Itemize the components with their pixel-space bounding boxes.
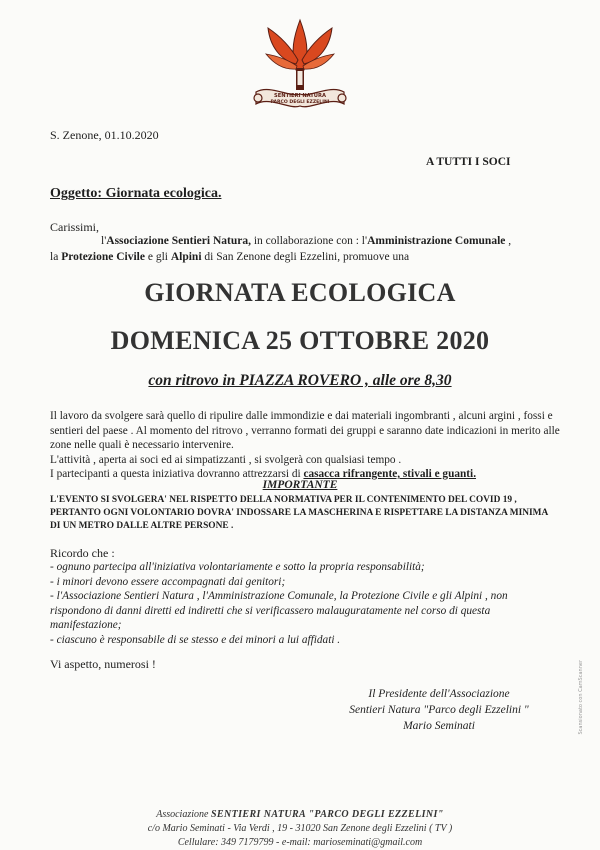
- meeting-info: con ritrovo in PIAZZA ROVERO , alle ore 8,30: [148, 372, 452, 389]
- body-paragraph-2: L'attività , aperta ai soci ed ai simpatizzanti , si svolgerà con qualsiasi tempo .: [50, 453, 402, 466]
- body-paragraph-1: Il lavoro da svolgere sarà quello di ripulire dalle immondizie e dai materiali ingombranti , alcuni argini , fossi e sentieri del paese . Al momento del ritrovo , verranno formati dei gruppi e saranno date indicazioni in merito alle zone nelle quali è necessario intervenire.: [50, 410, 560, 451]
- signature-line-2: Sentieri Natura "Parco degli Ezzelini ": [349, 704, 529, 716]
- logo-text-line2: PARCO DEGLI EZZELINI: [270, 100, 330, 105]
- list-item: - l'Associazione Sentieri Natura , l'Amministrazione Comunale, la Protezione Civile e gli Alpini , non rispondono di danni diretti ed indiretti che si verificassero malauguratamente nel corso di questa manifestazione;: [50, 590, 508, 632]
- recipient: A TUTTI I SOCI: [426, 156, 511, 168]
- intro-line-1: l'Associazione Sentieri Natura, in collaborazione con : l'Amministrazione Comunale ,: [101, 235, 512, 247]
- association-logo: [250, 14, 350, 110]
- lily-flower-icon: [250, 14, 350, 110]
- reminder-list: [50, 560, 560, 648]
- event-title: GIORNATA ECOLOGICA: [144, 278, 456, 307]
- subject-line: Oggetto: Giornata ecologica.: [50, 186, 222, 201]
- footer-line-2: c/o Mario Seminati - Via Verdi , 19 - 31020 San Zenone degli Ezzelini ( TV ): [147, 823, 453, 834]
- body-paragraph-3: I partecipanti a questa iniziativa dovranno attrezzarsi di casacca rifrangente, stivali e guanti.: [50, 468, 477, 480]
- event-date: DOMENICA 25 OTTOBRE 2020: [110, 326, 490, 355]
- logo-text-line1: SENTIERI NATURA: [273, 93, 327, 99]
- intro-line-2: la Protezione Civile e gli Alpini di San Zenone degli Ezzelini, promuove una: [50, 251, 410, 263]
- scanner-watermark: Scansionato con CamScanner: [578, 660, 584, 735]
- letterhead-footer: [0, 808, 600, 850]
- closing-line: Vi aspetto, numerosi !: [50, 657, 156, 671]
- salutation: Carissimi,: [50, 220, 100, 234]
- signature-line-1: Il Presidente dell'Associazione: [368, 688, 510, 700]
- signature-line-3: Mario Seminati: [403, 720, 475, 732]
- reminder-lead: Ricordo che :: [50, 546, 115, 560]
- intro-paragraph: [50, 233, 550, 265]
- important-heading: IMPORTANTE: [262, 479, 338, 491]
- list-item: - ciascuno è responsabile di se stesso e dei minori a lui affidati .: [50, 633, 341, 646]
- body-paragraphs: [50, 409, 560, 482]
- list-item: - ognuno partecipa all'iniziativa volontariamente e sotto la propria responsabilità;: [50, 561, 425, 573]
- footer-line-3: Cellulare: 349 7179799 - e-mail: marioseminati@gmail.com: [177, 837, 423, 848]
- list-item: - i minori devono essere accompagnati dai genitori;: [50, 575, 286, 588]
- footer-line-1: Associazione SENTIERI NATURA "PARCO DEGLI EZZELINI": [156, 809, 444, 820]
- covid-notice: L'EVENTO SI SVOLGERA' NEL RISPETTO DELLA NORMATIVA PER IL CONTENIMENTO DEL COVID 19 , PERTANTO OGNI VOLONTARIO DOVRA' INDOSSARE LA MASCHERINA E RISPETTARE LA DISTANZA MINIMA DI UN METRO DALLE ALTRE PERSONE .: [50, 495, 548, 531]
- place-date: S. Zenone, 01.10.2020: [50, 128, 159, 142]
- signature-block: [308, 686, 570, 734]
